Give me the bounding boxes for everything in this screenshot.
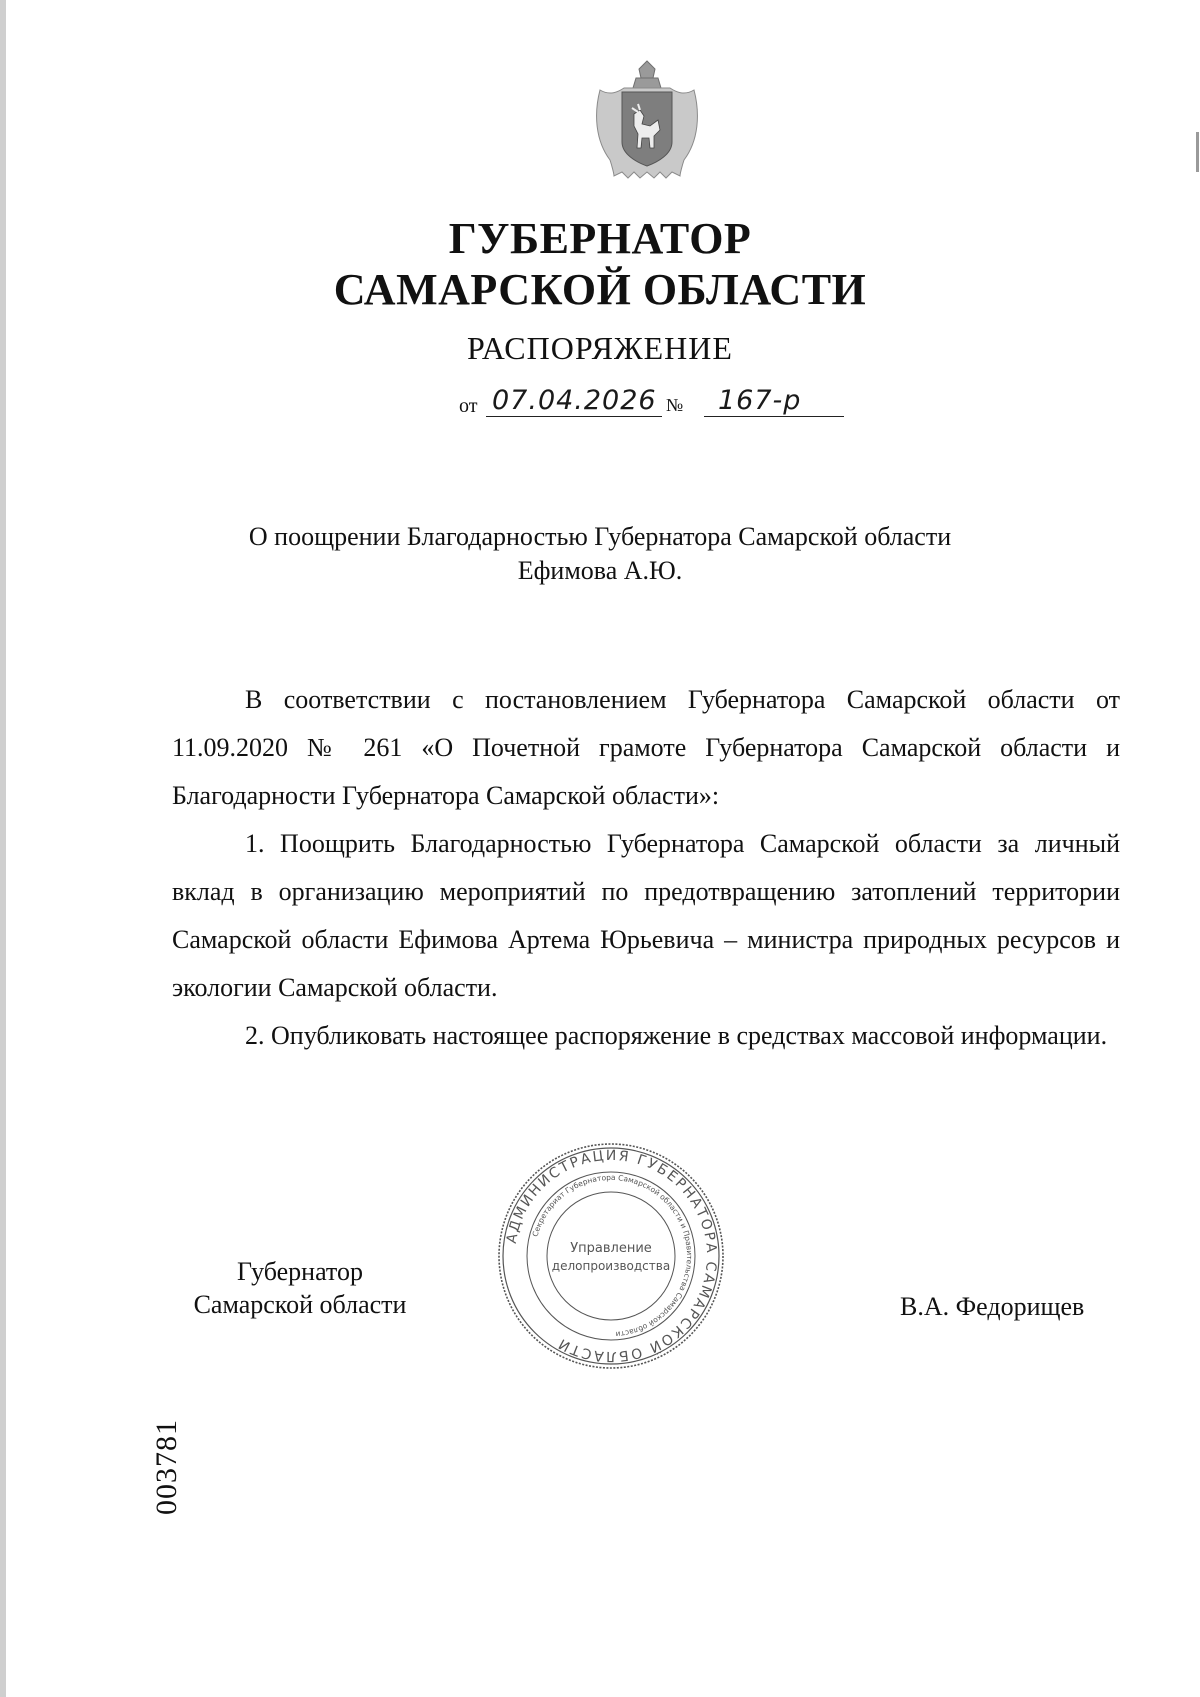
signatory-position-line2: Самарской области	[193, 1290, 407, 1319]
document-body	[172, 676, 1120, 1060]
date-prefix: от	[459, 395, 478, 417]
date-underline	[486, 416, 662, 417]
number-sign: №	[666, 395, 684, 415]
signatory-position	[170, 1255, 430, 1321]
stamp-center-line2: делопроизводства	[551, 1259, 671, 1273]
date-number-line	[456, 383, 846, 423]
document-title-line2: САМАРСКОЙ ОБЛАСТИ	[333, 265, 867, 314]
stamp-inner-text: Секретариат Губернатора Самарской области и Правительства Самарской области	[530, 1172, 695, 1339]
number-underline	[704, 416, 844, 417]
serial-number: 003781	[150, 1419, 183, 1515]
document-type: РАСПОРЯЖЕНИЕ	[467, 330, 733, 366]
coat-of-arms-emblem	[592, 58, 702, 184]
body-paragraph-item2: 2. Опубликовать настоящее распоряжение в средствах массовой информации.	[245, 1021, 1108, 1050]
body-paragraph-preamble: В соответствии с постановлением Губернатора Самарской области от 11.09.2020 № 261 «О Почетной грамоте Губернатора Самарской области и Благодарности Губернатора Самарской области»:	[172, 685, 1120, 810]
stamp-center-line1: Управление	[570, 1241, 652, 1256]
stamp-outer-text: АДМИНИСТРАЦИЯ ГУБЕРНАТОРА САМАРСКОЙ ОБЛАСТИ	[503, 1147, 720, 1365]
document-subject	[0, 520, 1200, 588]
subject-line1: О поощрении Благодарностью Губернатора Самарской области	[248, 522, 952, 551]
subject-line2: Ефимова А.Ю.	[517, 556, 683, 585]
signatory-name: В.А. Федорищев	[900, 1292, 1085, 1321]
handwritten-number: 167-р	[718, 385, 802, 416]
handwritten-date: 07.04.2026	[492, 385, 657, 416]
official-stamp	[495, 1140, 727, 1372]
signatory-position-line1: Губернатор	[237, 1257, 363, 1286]
document-title-line1: ГУБЕРНАТОР	[448, 214, 752, 263]
body-paragraph-item1: 1. Поощрить Благодарностью Губернатора Самарской области за личный вклад в организацию мероприятий по предотвращению затоплений территории Самарской области Ефимова Артема Юрьевича – министра природных ресурсов и экологии Самарской области.	[172, 829, 1120, 1002]
scan-edge-mark	[1196, 132, 1199, 172]
